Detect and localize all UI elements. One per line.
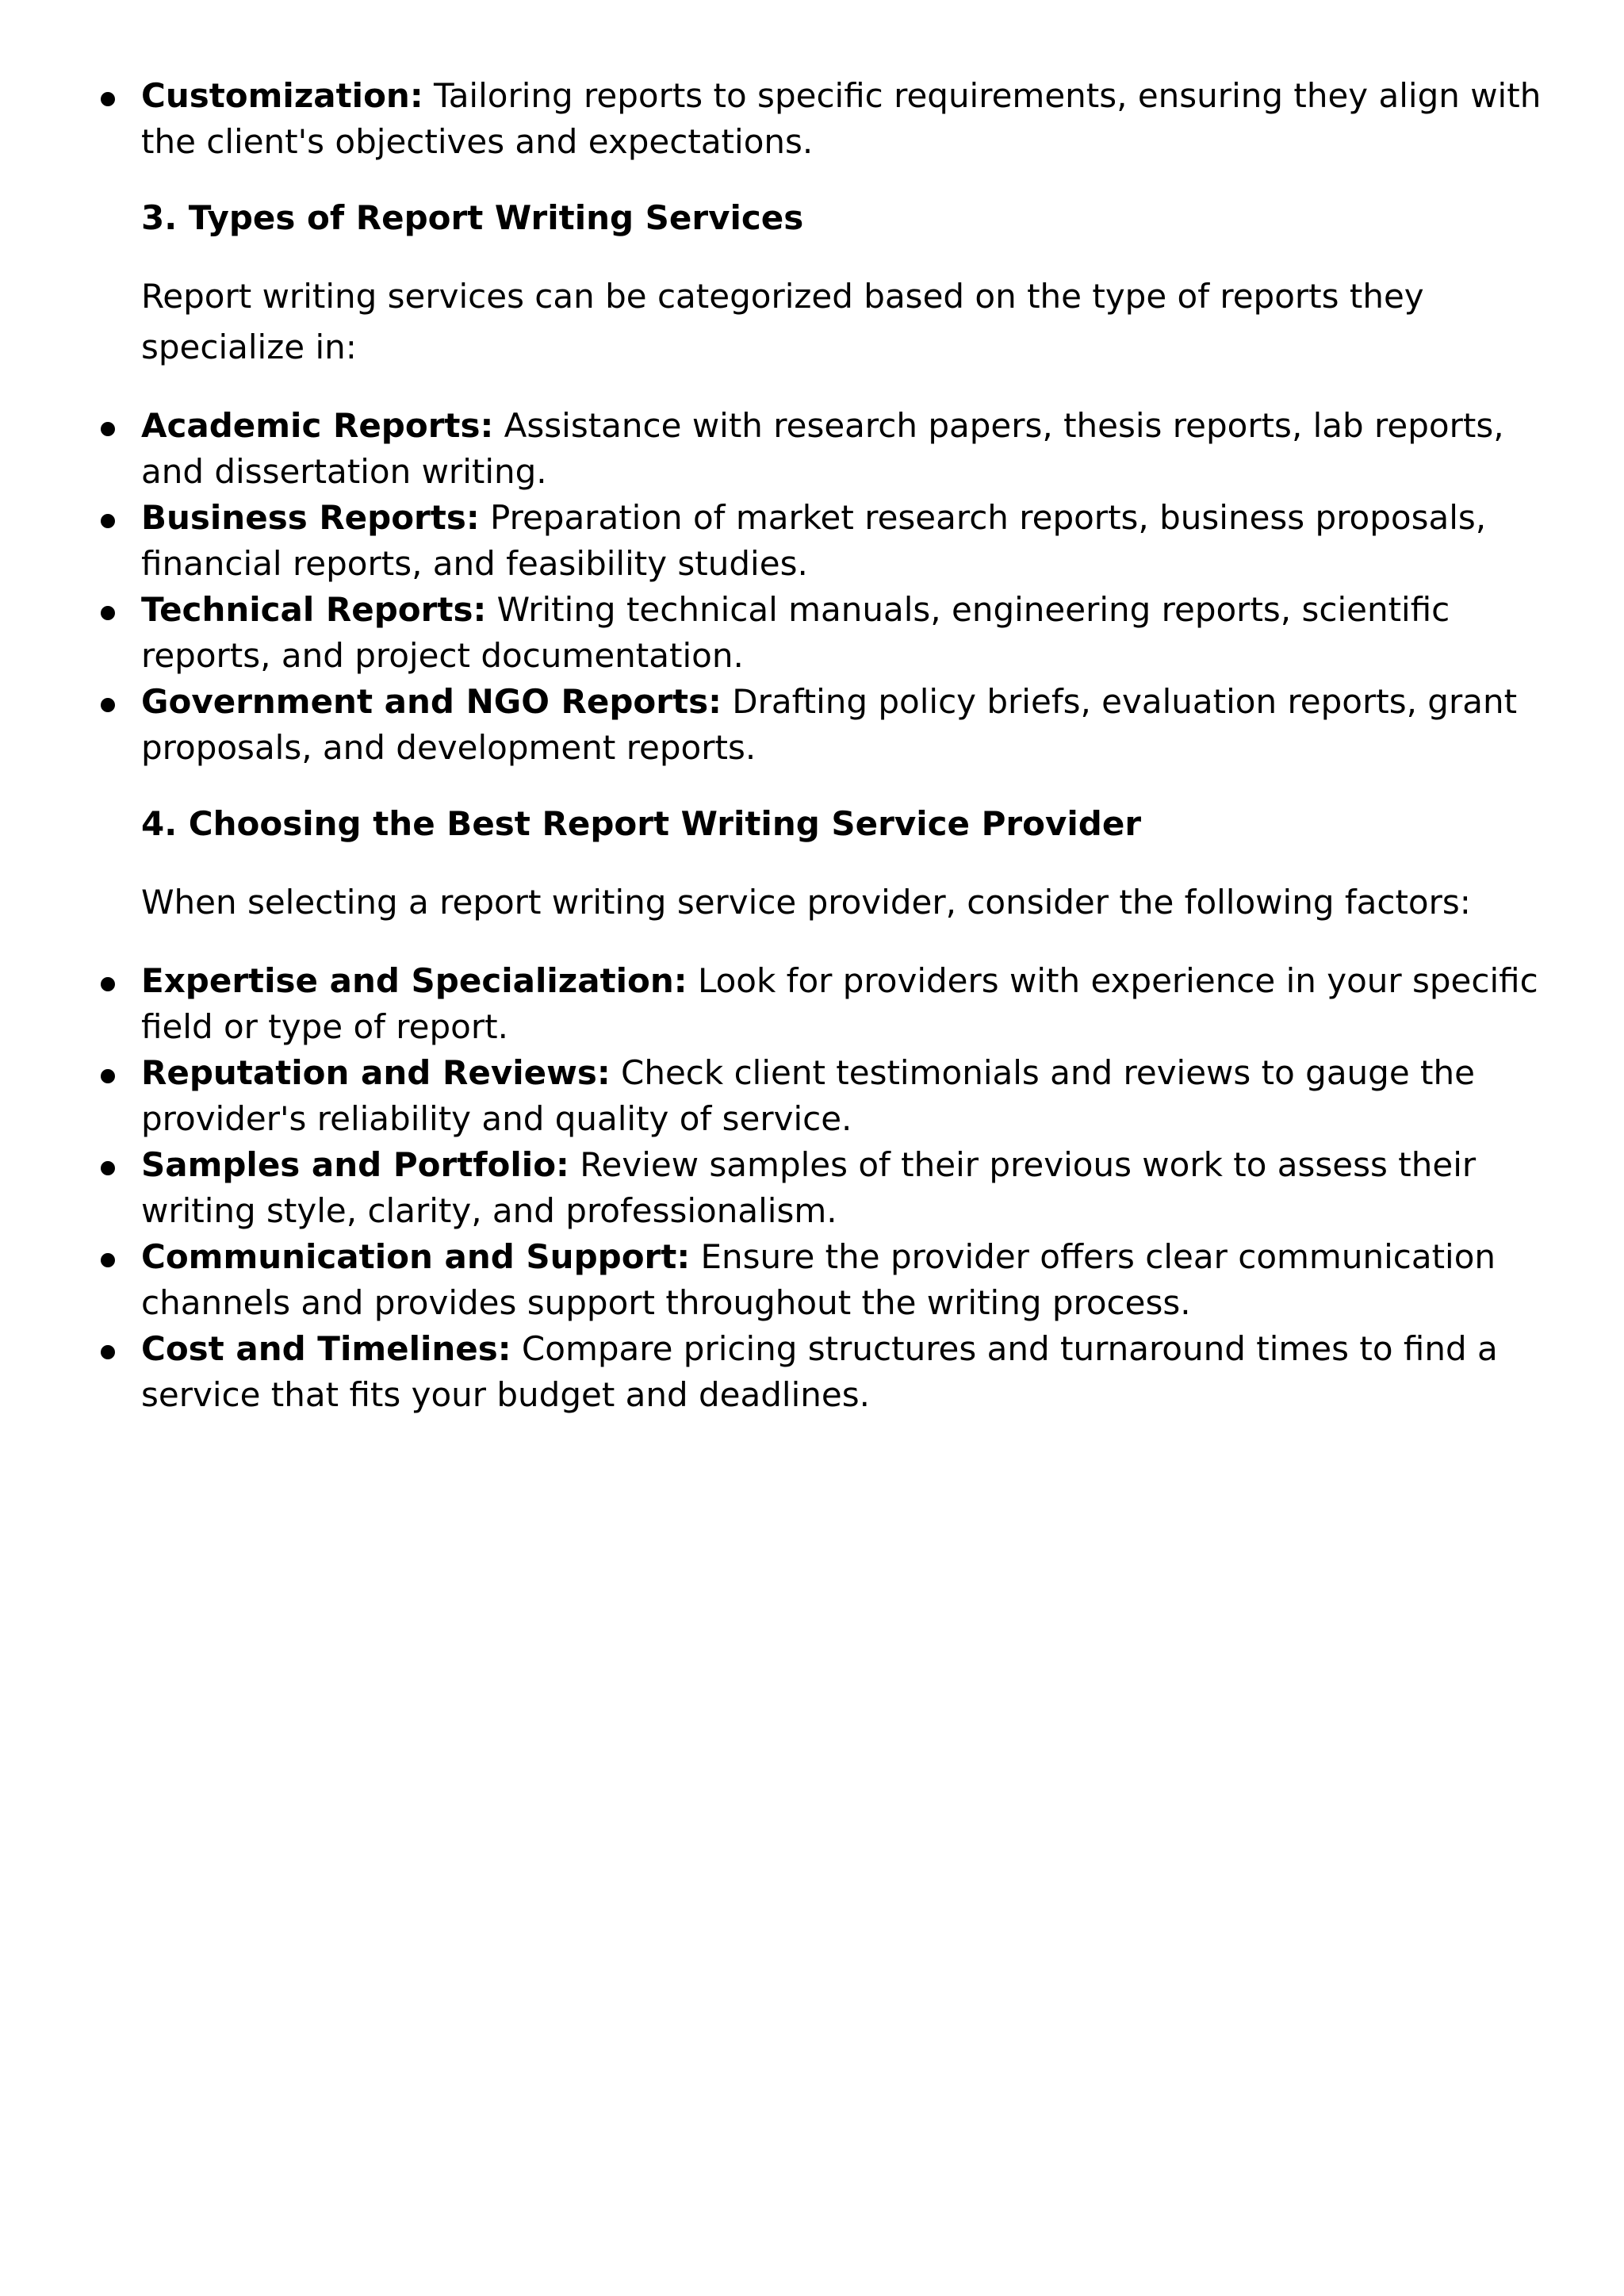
list-item-text: Tailoring reports to specific requirements, ensuring they align with the client's objectives and expectations.: [141, 76, 1542, 161]
bullet-icon: [101, 1253, 115, 1267]
bullet-icon: [101, 698, 115, 712]
provider-factors-list: [0, 958, 1624, 1418]
list-item-term: Academic Reports:: [141, 406, 494, 445]
list-item: [0, 1050, 1554, 1142]
section-intro: Report writing services can be categorized based on the type of reports they specialize in:: [141, 277, 1424, 366]
list-item-text: Writing technical manuals, engineering reports, scientific reports, and project documentation.: [141, 590, 1450, 675]
bullet-icon: [101, 514, 115, 528]
list-item: [0, 73, 1554, 165]
intro-bullet-list: [0, 73, 1624, 165]
list-item: [0, 1142, 1554, 1234]
list-item-term: Samples and Portfolio:: [141, 1145, 569, 1184]
list-item-term: Government and NGO Reports:: [141, 682, 722, 721]
bullet-icon: [101, 977, 115, 991]
list-item-term: Reputation and Reviews:: [141, 1053, 611, 1092]
list-item-term: Technical Reports:: [141, 590, 487, 629]
list-item-term: Cost and Timelines:: [141, 1329, 511, 1368]
list-item-term: Business Reports:: [141, 498, 480, 537]
list-item: [0, 958, 1554, 1050]
section-heading: 4. Choosing the Best Report Writing Service Provider: [141, 804, 1142, 843]
section-heading: 3. Types of Report Writing Services: [141, 198, 804, 237]
list-item-term: Customization:: [141, 76, 423, 115]
list-item-text: Look for providers with experience in your specific field or type of report.: [141, 961, 1538, 1046]
list-item-text: Drafting policy briefs, evaluation reports, grant proposals, and development reports.: [141, 682, 1518, 767]
list-item: [0, 587, 1554, 679]
bullet-icon: [101, 92, 115, 106]
bullet-icon: [101, 1161, 115, 1175]
list-item: [0, 1326, 1554, 1418]
list-item-text: Ensure the provider offers clear communication channels and provides support throughout the writing process.: [141, 1237, 1496, 1322]
bullet-icon: [101, 1069, 115, 1083]
list-item: [0, 679, 1554, 771]
list-item-text: Check client testimonials and reviews to gauge the provider's reliability and quality of service.: [141, 1053, 1475, 1138]
bullet-icon: [101, 1345, 115, 1359]
list-item-text: Compare pricing structures and turnaround times to find a service that fits your budget and deadlines.: [141, 1329, 1498, 1414]
list-item-term: Expertise and Specialization:: [141, 961, 688, 1000]
list-item-text: Assistance with research papers, thesis reports, lab reports, and dissertation writing.: [141, 406, 1504, 491]
list-item: [0, 495, 1554, 587]
section-intro: When selecting a report writing service provider, consider the following factors:: [141, 883, 1471, 922]
bullet-icon: [101, 422, 115, 436]
list-item-text: Preparation of market research reports, business proposals, financial reports, and feasibility studies.: [141, 498, 1487, 583]
list-item: [0, 1234, 1554, 1326]
bullet-icon: [101, 606, 115, 620]
list-item-term: Communication and Support:: [141, 1237, 691, 1276]
document-content: [0, 73, 1624, 1418]
report-types-list: [0, 403, 1624, 771]
list-item-text: Review samples of their previous work to assess their writing style, clarity, and professionalism.: [141, 1145, 1477, 1230]
list-item: [0, 403, 1554, 495]
